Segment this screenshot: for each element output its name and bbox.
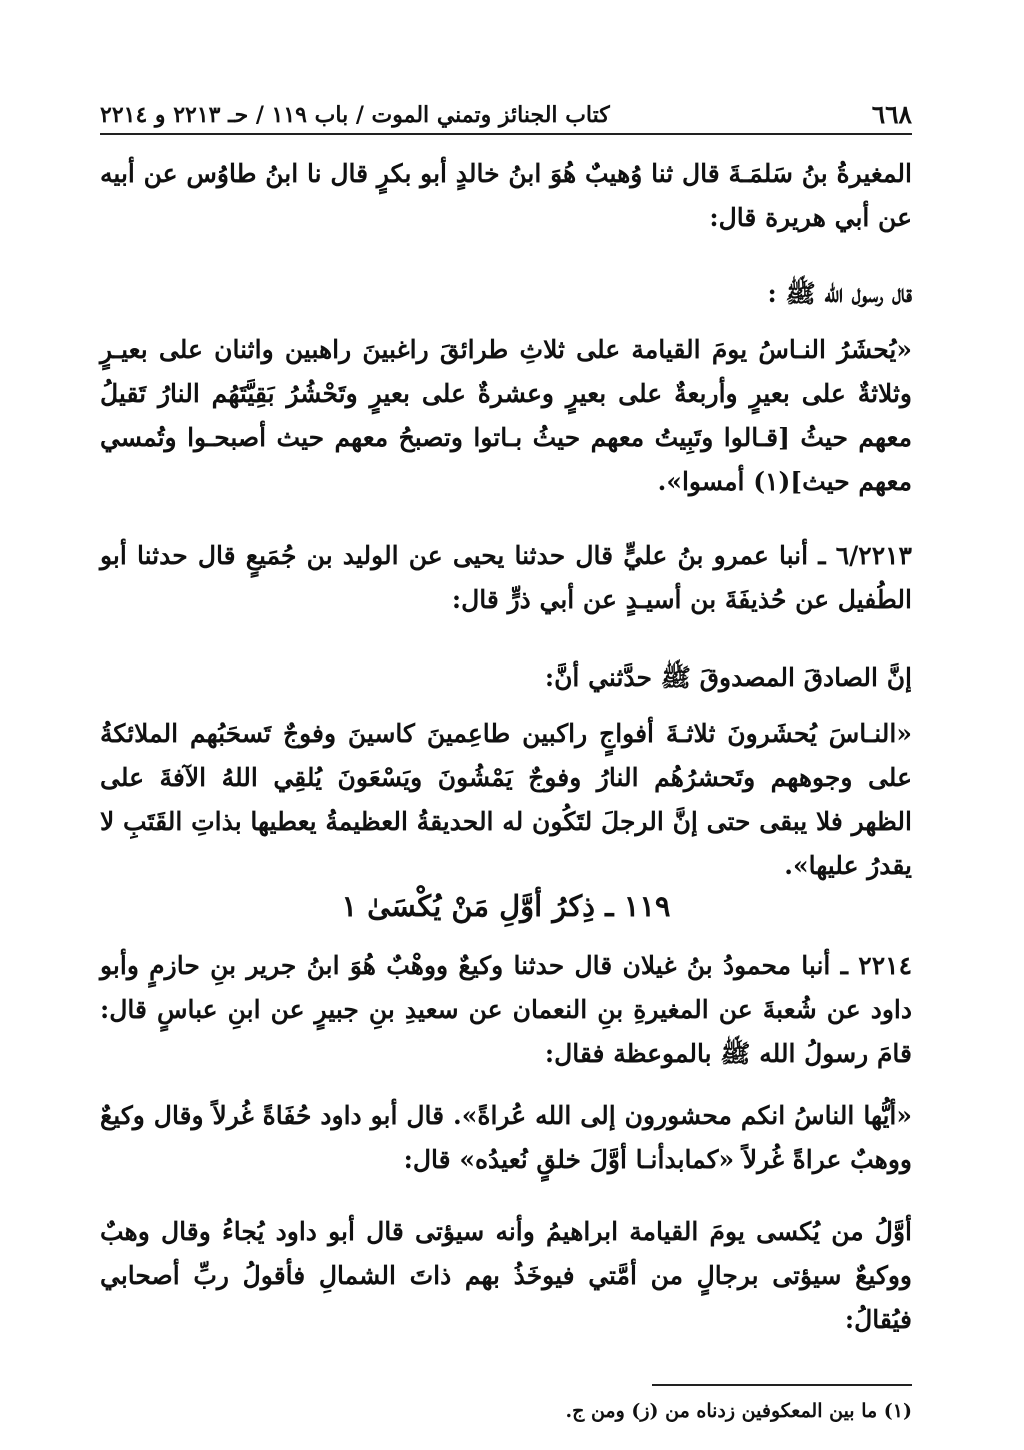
page-number: ٦٦٨ — [871, 100, 912, 129]
page-header — [100, 98, 912, 132]
paragraph-hadith-2214 — [100, 944, 912, 1076]
paragraph-hadith-text-3: «أيُّها الناسُ انكم محشورون إلى الله عُراةً». قال أبو داود حُفَاةً غُرلاً وقال وكيعٌ ووهبٌ عراةً غُرلاً «كمابدأنـا أوَّلَ خلقٍ نُعيدُه» قال: — [100, 1101, 912, 1174]
paragraph-isnad-1: المغيرةُ بنُ سَلمَـةَ قال ثنا وُهيبٌ هُوَ ابنُ خالدٍ أبو بكرٍ قال نا ابنُ طاوُس عن أبيه عن أبي هريرة قال: — [100, 159, 912, 232]
paragraph-prophet-said-2: إنَّ الصادقَ المصدوقَ ﷺ حدَّثني أنَّ: — [544, 663, 912, 692]
hadith-isnad: ـ أنبا عمرو بنُ عليٍّ قال حدثنا يحيى عن الوليد بن جُمَيعٍ قال حدثنا أبو الطُفيل عن حُذيفَةَ بن أسيـدٍ عن أبي ذرٍّ قال: — [100, 541, 912, 614]
header-divider — [100, 133, 912, 135]
paragraph-hadith-2213 — [100, 534, 912, 622]
paragraph-hadith-text-4: أوَّلُ من يُكسى يومَ القيامة ابراهيمُ وأنه سيؤتى قال أبو داود يُجاءُ وقال وهبٌ ووكيعٌ سيؤتى برجالٍ من أمَّتي فيوخَذُ بهم ذاتَ الشمالِ فأقولُ ربِّ أصحابي فيُقالُ: — [100, 1217, 912, 1334]
footnote-divider — [652, 1384, 912, 1386]
hadith-number: ٦/٢٢١٣ — [835, 541, 912, 570]
footnote: (١) ما بين المعكوفين زدناه من (ز) ومن ج. — [565, 1400, 912, 1422]
paragraph-prophet-said-1: قال رسول الله ﷺ : — [767, 279, 912, 308]
running-title: كتاب الجنائز وتمني الموت / باب ١١٩ / حـ ٢٢١٣ و ٢٢١٤ — [100, 102, 610, 128]
paragraph-hadith-text-2: «النـاسَ يُحشَرونَ ثلاثـةَ أفواجٍ راكبين طاعِمينَ كاسينَ وفوجٌ تَسحَبُهم الملائكةُ على وجوههم وتَحشرُهُم النارُ وفوجٌ يَمْشُونَ ويَسْعَونَ يُلقِي اللهُ الآفةَ على الظهر فلا يبقى حتى إنَّ الرجلَ لتَكُون له الحديقةُ العظيمةُ يعطيها بذاتِ القَتَبِ لا يقدرُ عليها». — [100, 719, 912, 880]
hadith-isnad: ـ أنبا محمودُ بنُ غيلان قال حدثنا وكيعٌ ووهْبٌ هُوَ ابنُ جرير بنِ حازمٍ وأبو داود عن شُعبةَ عن المغيرةِ بنِ النعمان عن سعيدِ بنِ جبيرٍ عن ابنِ عباسٍ قال: قامَ رسولُ الله ﷺ بالموعظة فقال: — [100, 951, 912, 1068]
chapter-heading: ١١٩ ـ ذِكرُ أوَّلِ مَنْ يُكْسَىٰ ١ — [341, 889, 671, 923]
hadith-number: ٢٢١٤ — [858, 951, 912, 980]
paragraph-hadith-text-1: «يُحشَرُ النـاسُ يومَ القيامة على ثلاثِ طرائقَ راغبينَ راهبين واثنان على بعيـرٍ وثلاثةٌ على بعيرٍ وأربعةٌ على بعيرٍ وعشرةٌ على بعيرٍ وتَحْشُرُ بَقِيَّتَهُم النارُ تَقيلُ معهم حيثُ [قـالوا وتَبِيتُ معهم حيثُ بـاتوا وتصبحُ معهم حيث أصبحـوا وتُمسي معهم حيث](١) أمسوا». — [100, 335, 912, 496]
